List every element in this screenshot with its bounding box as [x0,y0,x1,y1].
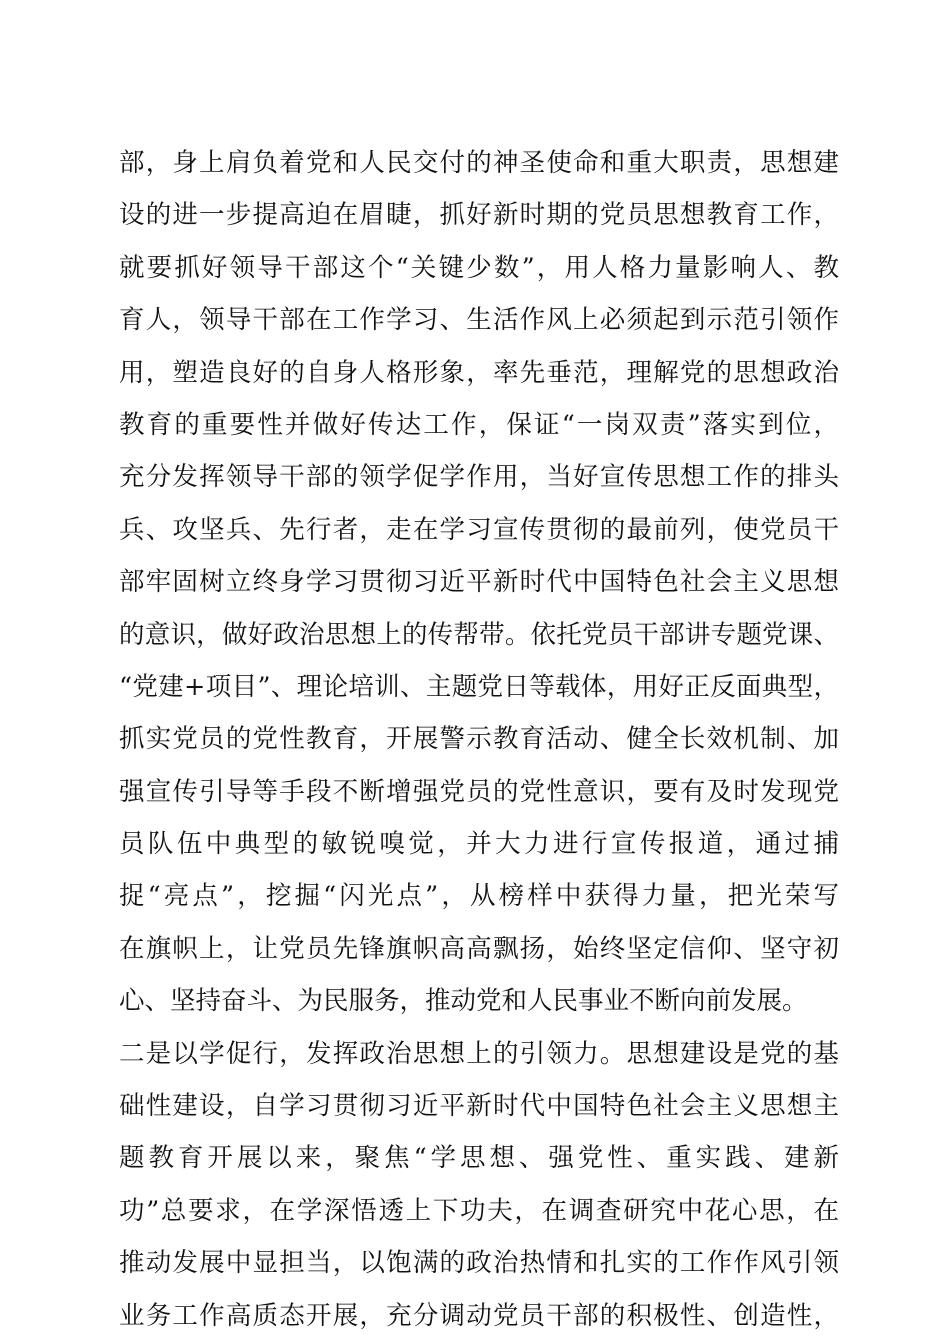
text-line-12: 抓实党员的党性教育，开展警示教育活动、健全长效机制、加 [119,724,839,755]
text-line-22: 推动发展中显担当，以饱满的政治热情和扎实的工作作风引领 [119,1248,839,1279]
text-line-6: 教育的重要性并做好传达工作，保证“一岗双责”落实到位， [119,409,839,440]
text-line-4: 育人，领导干部在工作学习、生活作风上必须起到示范引领作 [119,305,839,336]
text-line-14: 员队伍中典型的敏锐嗅觉，并大力进行宣传报道，通过捕 [119,829,839,860]
text-line-17: 心、坚持奋斗、为民服务，推动党和人民事业不断向前发展。 [119,986,808,1017]
text-line-9: 部牢固树立终身学习贯彻习近平新时代中国特色社会主义思想 [119,567,839,598]
body-text [119,137,839,1342]
text-line-13: 强宣传引导等手段不断增强党员的党性意识，要有及时发现党 [119,776,839,807]
text-line-16: 在旗帜上，让党员先锋旗帜高高飘扬，始终坚定信仰、坚守初 [119,933,839,964]
text-line-8: 兵、攻坚兵、先行者，走在学习宣传贯彻的最前列，使党员干 [119,514,839,545]
text-line-10: 的意识，做好政治思想上的传帮带。依托党员干部讲专题党课、 [119,619,839,650]
text-line-2: 设的进一步提高迫在眉睫，抓好新时期的党员思想教育工作， [119,200,839,231]
text-line-11: “党建+项目”、理论培训、主题党日等载体，用好正反面典型， [119,671,839,702]
text-line-18: 二是以学促行，发挥政治思想上的引领力。思想建设是党的基 [119,1038,839,1069]
text-line-5: 用，塑造良好的自身人格形象，率先垂范，理解党的思想政治 [119,357,839,388]
text-line-23: 业务工作高质态开展，充分调动党员干部的积极性、创造性， [119,1300,839,1331]
text-line-3: 就要抓好领导干部这个“关键少数”，用人格力量影响人、教 [119,252,839,283]
text-line-15: 捉“亮点”，挖掘“闪光点”，从榜样中获得力量，把光荣写 [119,881,839,912]
text-line-19: 础性建设，自学习贯彻习近平新时代中国特色社会主义思想主 [119,1091,839,1122]
text-line-1: 部，身上肩负着党和人民交付的神圣使命和重大职责，思想建 [119,148,839,178]
text-line-7: 充分发挥领导干部的领学促学作用，当好宣传思想工作的排头 [119,462,839,493]
text-line-20: 题教育开展以来，聚焦“学思想、强党性、重实践、建新 [119,1143,839,1174]
text-line-21: 功”总要求，在学深悟透上下功夫，在调查研究中花心思，在 [119,1195,839,1226]
